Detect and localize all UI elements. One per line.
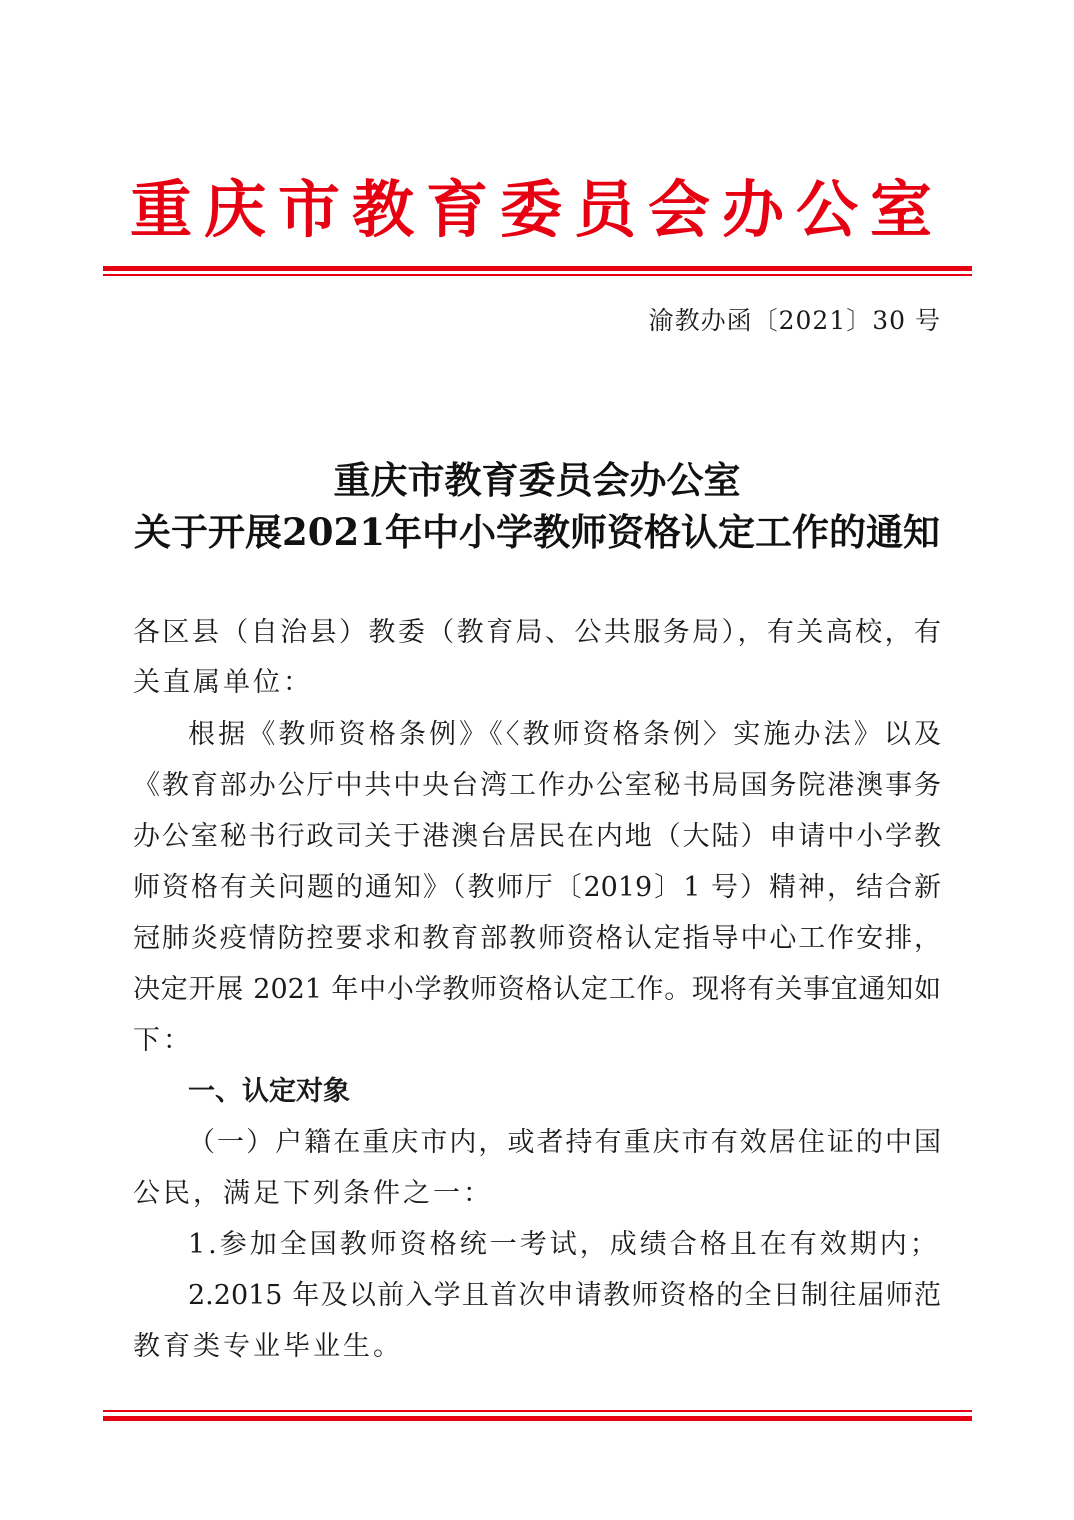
addressee-line-end: 关直属单位：	[133, 667, 313, 698]
list-item: 1.参加全国教师资格统一考试，成绩合格且在有效期内；	[188, 1229, 940, 1260]
paragraph-line: （一）户籍在重庆市内，或者持有重庆市有效居住证的中国	[188, 1127, 941, 1158]
list-item-end: 教育类专业毕业生。	[133, 1331, 403, 1362]
footer-red-rule-thin	[103, 1410, 972, 1412]
document-title-line-2: 关于开展2021年中小学教师资格认定工作的通知	[134, 510, 940, 554]
paragraph-line: 根据《教师资格条例》《〈教师资格条例〉实施办法》以及	[188, 719, 941, 750]
paragraph-line-end: 公民，满足下列条件之一：	[133, 1178, 493, 1209]
header-red-rule-thin	[103, 274, 972, 276]
list-item: 2.2015 年及以前入学且首次申请教师资格的全日制往届师范	[188, 1280, 941, 1311]
header-red-rule-thick	[103, 266, 972, 271]
paragraph-line: 冠肺炎疫情防控要求和教育部教师资格认定指导中心工作安排，	[133, 923, 941, 954]
paragraph-line: 《教育部办公厅中共中央台湾工作办公室秘书局国务院港澳事务	[133, 770, 941, 801]
footer-red-rule-thick	[103, 1416, 972, 1421]
addressee-line: 各区县（自治县）教委（教育局、公共服务局），有关高校，有	[133, 617, 941, 648]
paragraph-line-end: 下：	[133, 1025, 193, 1056]
paragraph-line: 师资格有关问题的通知》（教师厅〔2019〕1 号）精神，结合新	[133, 872, 941, 903]
document-number: 渝教办函〔2021〕30 号	[648, 306, 941, 335]
issuing-authority-header: 重庆市教育委员会办公室	[129, 173, 944, 246]
document-title-line-1: 重庆市教育委员会办公室	[333, 458, 741, 502]
paragraph-line: 决定开展 2021 年中小学教师资格认定工作。现将有关事宜通知如	[133, 974, 941, 1005]
paragraph-line: 办公室秘书行政司关于港澳台居民在内地（大陆）申请中小学教	[133, 821, 941, 852]
section-heading: 一、认定对象	[188, 1076, 350, 1107]
